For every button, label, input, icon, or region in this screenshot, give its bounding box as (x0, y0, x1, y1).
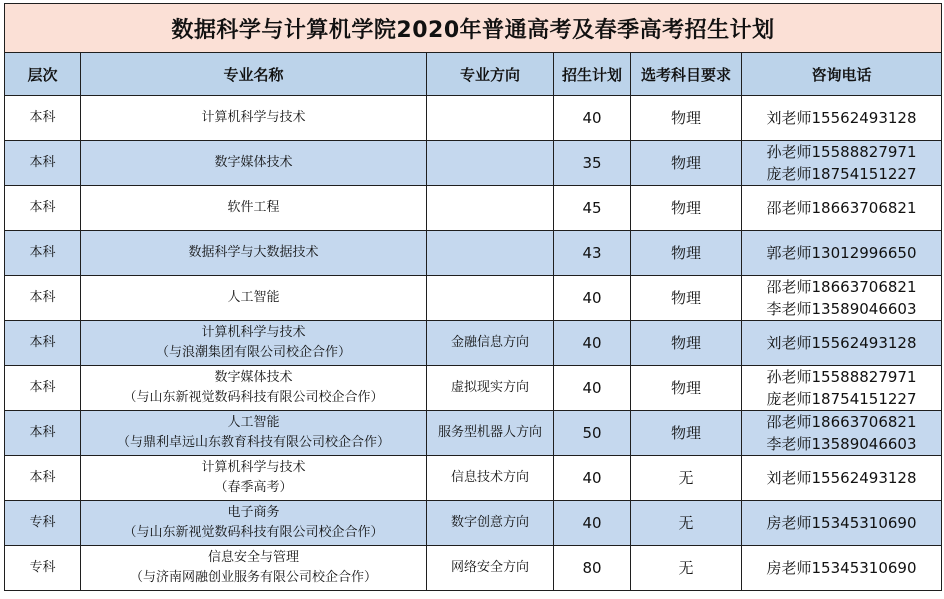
cell-level: 专科 (5, 501, 81, 546)
major-name: 电子商务 (227, 505, 280, 520)
contact-phone-1: 邵老师18663706821 (766, 278, 917, 296)
header-direction: 专业方向 (427, 53, 554, 96)
cell-plan: 43 (554, 231, 631, 276)
major-name: 计算机科学与技术 (201, 110, 306, 125)
cell-contact (742, 276, 942, 321)
cell-contact (742, 321, 942, 366)
cell-direction (427, 231, 554, 276)
cell-level: 本科 (5, 276, 81, 321)
cell-subject: 物理 (631, 411, 742, 456)
major-name: 数字媒体技术 (214, 370, 293, 385)
contact-phone-2: 李老师13589046603 (766, 300, 917, 318)
contact-phone-1: 邵老师18663706821 (766, 199, 917, 217)
contact-phone-1: 刘老师15562493128 (766, 109, 917, 127)
cell-plan: 50 (554, 411, 631, 456)
contact-phone-1: 房老师15345310690 (766, 514, 917, 532)
table-row (5, 141, 942, 186)
contact-phone-2: 庞老师18754151227 (766, 390, 917, 408)
cell-contact (742, 501, 942, 546)
cell-subject: 物理 (631, 96, 742, 141)
cell-major (81, 321, 427, 366)
cell-contact (742, 186, 942, 231)
major-note: （与济南网融创业服务有限公司校企合作） (129, 570, 377, 585)
contact-phone-1: 孙老师15588827971 (766, 143, 917, 161)
cell-major (81, 501, 427, 546)
cell-direction: 信息技术方向 (427, 456, 554, 501)
cell-subject: 物理 (631, 186, 742, 231)
cell-subject: 物理 (631, 141, 742, 186)
cell-subject: 物理 (631, 276, 742, 321)
contact-phone-1: 孙老师15588827971 (766, 368, 917, 386)
contact-phone-2: 庞老师18754151227 (766, 165, 917, 183)
cell-subject: 物理 (631, 231, 742, 276)
table-row (5, 321, 942, 366)
table-row (5, 411, 942, 456)
header-plan: 招生计划 (554, 53, 631, 96)
table-row (5, 276, 942, 321)
cell-plan: 45 (554, 186, 631, 231)
cell-direction: 服务型机器人方向 (427, 411, 554, 456)
header-level: 层次 (5, 53, 81, 96)
cell-contact (742, 96, 942, 141)
cell-level: 本科 (5, 456, 81, 501)
major-name: 软件工程 (227, 200, 280, 215)
cell-plan: 40 (554, 501, 631, 546)
table-title: 数据科学与计算机学院2020年普通高考及春季高考招生计划 (5, 4, 942, 53)
cell-direction: 金融信息方向 (427, 321, 554, 366)
enrollment-plan-table (4, 3, 942, 591)
cell-direction: 数字创意方向 (427, 501, 554, 546)
cell-plan: 40 (554, 321, 631, 366)
cell-level: 本科 (5, 141, 81, 186)
table-row (5, 96, 942, 141)
cell-level: 本科 (5, 231, 81, 276)
cell-plan: 35 (554, 141, 631, 186)
cell-direction (427, 141, 554, 186)
cell-major (81, 366, 427, 411)
contact-phone-1: 郭老师13012996650 (766, 244, 917, 262)
cell-subject: 无 (631, 546, 742, 591)
cell-level: 本科 (5, 411, 81, 456)
table-row (5, 186, 942, 231)
contact-phone-1: 刘老师15562493128 (766, 334, 917, 352)
contact-phone-1: 刘老师15562493128 (766, 469, 917, 487)
header-major: 专业名称 (81, 53, 427, 96)
cell-major (81, 231, 427, 276)
cell-major (81, 141, 427, 186)
title-row (5, 4, 942, 53)
table-row (5, 366, 942, 411)
cell-direction (427, 96, 554, 141)
cell-direction (427, 276, 554, 321)
contact-phone-1: 房老师15345310690 (766, 559, 917, 577)
major-name: 数据科学与大数据技术 (188, 245, 319, 260)
cell-major (81, 411, 427, 456)
cell-contact (742, 456, 942, 501)
cell-plan: 40 (554, 366, 631, 411)
cell-major (81, 186, 427, 231)
cell-direction (427, 186, 554, 231)
cell-major (81, 96, 427, 141)
cell-major (81, 456, 427, 501)
cell-contact (742, 366, 942, 411)
major-note: （与鼎利卓远山东教育科技有限公司校企合作） (116, 435, 390, 450)
cell-plan: 40 (554, 456, 631, 501)
cell-subject: 物理 (631, 366, 742, 411)
cell-contact (742, 546, 942, 591)
major-name: 人工智能 (227, 415, 280, 430)
table-row (5, 231, 942, 276)
cell-level: 本科 (5, 96, 81, 141)
major-name: 人工智能 (227, 290, 280, 305)
major-name: 数字媒体技术 (214, 155, 293, 170)
cell-contact (742, 231, 942, 276)
major-name: 计算机科学与技术 (201, 460, 306, 475)
header-row (5, 53, 942, 96)
major-note: （春季高考） (214, 480, 293, 495)
cell-contact (742, 411, 942, 456)
cell-plan: 80 (554, 546, 631, 591)
major-note: （与山东新视觉数码科技有限公司校企合作） (123, 390, 384, 405)
cell-level: 本科 (5, 321, 81, 366)
major-note: （与浪潮集团有限公司校企合作） (155, 345, 351, 360)
table-row (5, 501, 942, 546)
cell-direction: 虚拟现实方向 (427, 366, 554, 411)
cell-level: 本科 (5, 366, 81, 411)
major-name: 计算机科学与技术 (201, 325, 306, 340)
header-contact: 咨询电话 (742, 53, 942, 96)
cell-subject: 物理 (631, 321, 742, 366)
cell-direction: 网络安全方向 (427, 546, 554, 591)
header-subject: 选考科目要求 (631, 53, 742, 96)
cell-major (81, 546, 427, 591)
cell-plan: 40 (554, 96, 631, 141)
table-row (5, 456, 942, 501)
cell-level: 专科 (5, 546, 81, 591)
cell-major (81, 276, 427, 321)
cell-subject: 无 (631, 501, 742, 546)
cell-subject: 无 (631, 456, 742, 501)
cell-contact (742, 141, 942, 186)
contact-phone-2: 李老师13589046603 (766, 435, 917, 453)
major-name: 信息安全与管理 (207, 550, 299, 565)
contact-phone-1: 邵老师18663706821 (766, 413, 917, 431)
table-row (5, 546, 942, 591)
cell-level: 本科 (5, 186, 81, 231)
cell-plan: 40 (554, 276, 631, 321)
major-note: （与山东新视觉数码科技有限公司校企合作） (123, 525, 384, 540)
